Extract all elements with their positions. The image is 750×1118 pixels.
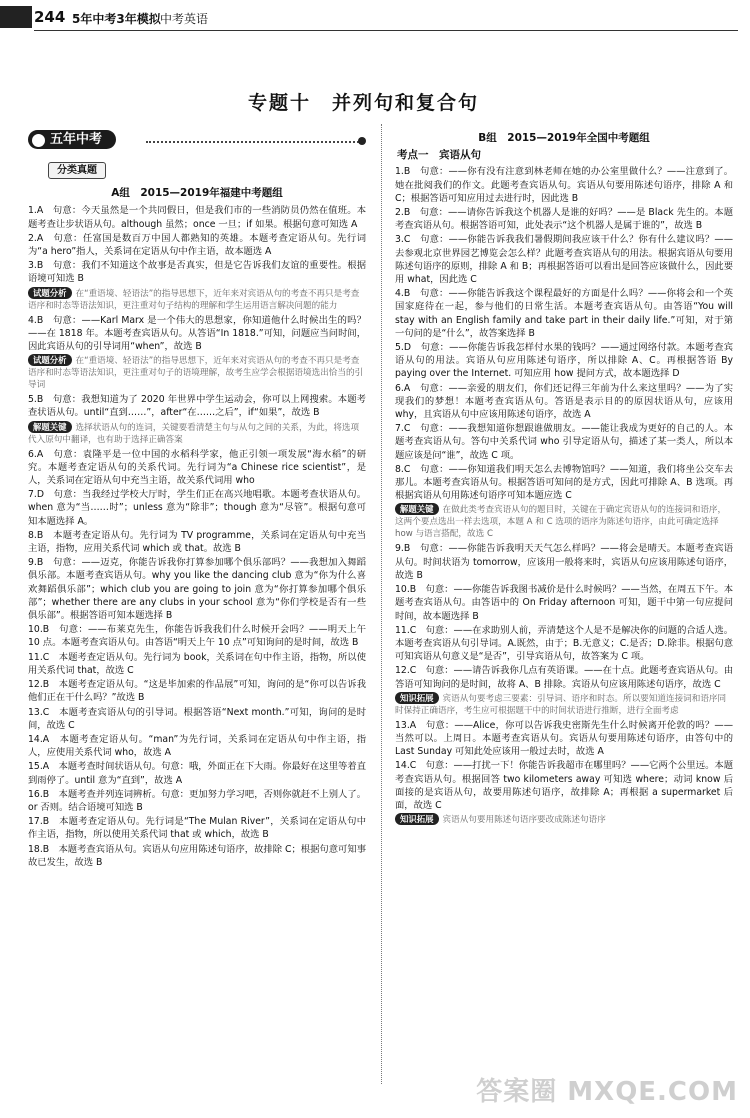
answer-item: 12.B 本题考查定语从句。“这是毕加索的作品展”可知，询问的是“你可以告诉我他们正在干什么吗？”故选 B [28, 679, 366, 704]
answer-item: 15.A 本题考查时间状语从句。句意：哦，外面正在下大雨。你最好在这里等着直到雨停了。until 意为“直到”，故选 A [28, 761, 366, 786]
answer-item: 5.B 句意：我想知道为了 2020 年世界中学生运动会，你可以上网搜索。本题考查状语从句。until“直到……”，after“在……之后”，if“如果”，故选 B [28, 394, 366, 419]
answer-item: 14.A 本题考查定语从句。“man”为先行词，关系词在定语从句中作主语，指人，应使用关系代词 who，故选 A [28, 733, 366, 759]
answer-item: 1.A 句意：今天虽然是一个共同假日，但是我们市的一些消防员仍然在值班。本题考查让步状语从句。although 虽然；once 一旦；if 如果。根据句意可知选 A [28, 205, 366, 230]
note-label: 解题关键 [395, 503, 439, 515]
answer-item: 2.B 句意：——请你告诉我这个机器人是谁的好吗？——是 Black 先生的。本题考查宾语从句。根据答语可知，此处表示“这个机器人是属于谁的”，故选 B [395, 207, 733, 232]
answer-item: 16.B 本题考查并列连词辨析。句意：更加努力学习吧，否则你就赶不上别人了。or 否则。结合语境可知选 B [28, 788, 366, 813]
answer-item: 7.D 句意：当我经过学校大厅时，学生们正在高兴地唱歌。本题考查状语从句。when 意为“当……时”；unless 意为“除非”；though 意为“尽管”。根据句意可知本题选择 A。 [28, 489, 366, 527]
page-title: 专题十 并列句和复合句 [248, 92, 480, 114]
answer-item: 11.C 本题考查定语从句。先行词为 book，关系词在句中作主语，指物，所以使用关系代词 that，故选 C [28, 651, 366, 676]
answer-item: 7.C 句意：——我想知道你想跟谁做朋友。——能让我成为更好的自己的人。本题考查宾语从句。答句中关系代词 who 引导定语从句，描述了某一类人，所以本题应该是问“谁”，故选 C 项。 [395, 423, 733, 461]
banner-end-dot [358, 137, 366, 145]
answer-item: 11.C 句意：——在求助别人前，弄清楚这个人是不是解决你的问题的合适人选。本题考查宾语从句引导词。A.既然，由于；B.无意义；C.是否；D.除非。根据句意可知宾语从句意义是“是否”，引导宾语从句，故答案为 C 项。 [395, 624, 733, 663]
answer-item: 9.B 句意：——你能告诉我明天天气怎么样吗？——将会是晴天。本题考查宾语从句。时间状语为 tomorrow，应该用一般将来时，宾语从句应该用陈述句语序，故选 B [395, 543, 733, 581]
banner-dots [146, 141, 362, 143]
right-column [395, 128, 733, 1090]
header-rule [34, 30, 738, 31]
note-text: 在做此类考查宾语从句的题目时，关键在于确定宾语从句的连接词和语序，这两个要点选出一样去选项，本题 A 和 C 选项的语序为陈述句语序，由此可确定选择 how 与语言搭配，故选 C [395, 505, 727, 540]
analysis-note [28, 287, 366, 312]
section-banner [28, 128, 366, 154]
note-text: 宾语从句要考虑三要素：引导词、语序和时态。所以要知道连接词和语序同时保持正确语序，考生应可根据题干中的时间状语进行推断，进行全面考虑 [395, 693, 727, 716]
note-text: 在“重语境、轻语法”的指导思想下，近年来对宾语从句的考查不再只是考查语序和时态等语法知识，更注重对句子结构的理解和学生运用语言解决问题的能力 [28, 288, 360, 311]
left-column [28, 128, 366, 1090]
answer-item: 10.B 句意：——布莱克先生，你能告诉我我们什么时候开会吗？——明天上午 10 点。本题考查宾语从句。由答语“明天上午 10 点”可知询问的是时间，故选 B [28, 624, 366, 649]
banner-label: 五年中考 [28, 130, 116, 149]
answer-item: 18.B 本题考查宾语从句。宾语从句应用陈述句语序，故排除 C；根据句意可知事故已发生，故选 B [28, 843, 366, 868]
answer-item: 13.A 句意：——Alice，你可以告诉我史密斯先生什么时候离开伦敦的吗？——当然可以。上周日。本题考查宾语从句。宾语从句要用陈述句语序，由答句中的 Last Sunday 可知此处应该用一般过去时，故选 A [395, 719, 733, 758]
answer-item: 14.C 句意：——打扰一下！你能告诉我超市在哪里吗？——它两个公里远。本题考查宾语从句。根据回答 two kilometers away 可知选 where；动词 know 后面接的是宾语从句，故要用陈述句语序，故排除 A；再根据 a supermarket 后面，故选 C [395, 760, 733, 811]
note-label: 解题关键 [28, 421, 72, 433]
book-series: 5年中考3年模拟 [72, 12, 161, 26]
answer-item: 1.B 句意：——你有没有注意到林老师在她的办公室里做什么？——注意到了。她在批阅我们的作文。此题考查宾语从句。宾语从句要用陈述句语序，排除 A 和 C；根据答语可知应用过去进行时，因此选 B [395, 166, 733, 204]
watermark: 答案圈 MXQE.COM [476, 1077, 738, 1107]
answer-item: 3.B 句意：我们不知道这个故事是否真实，但是它告诉我们友谊的重要性。根据语境可知选 B [28, 260, 366, 285]
book-subject: 中考英语 [160, 12, 209, 26]
answer-item: 2.A 句意：任富国是数百万中国人都熟知的英雄。本题考查定语从句。先行词为“a hero”指人，关系词在定语从句中作主语，故本题选 A [28, 232, 366, 258]
column-divider [381, 124, 382, 1084]
page-tab-marker [0, 6, 32, 28]
topic-heading: 考点一 宾语从句 [397, 149, 481, 162]
answer-item: 12.C 句意：——请告诉我你几点有英语课。——在十点。此题考查宾语从句。由答语可知询问的是时间，故将 A、B 排除。宾语从句应该用陈述句语序，故选 C [395, 665, 733, 690]
note-label: 试题分析 [28, 354, 72, 366]
left-answer-list [28, 204, 366, 869]
note-text: 宾语从句要用陈述句语序要改成陈述句语序 [442, 815, 606, 826]
analysis-note [395, 692, 733, 717]
group-heading-b: B组 2015—2019年全国中考题组 [478, 132, 650, 144]
note-text: 选择状语从句的连词，关键要看清楚主句与从句之间的关系，为此，将选项代入原句中翻译，也有助于选择正确答案 [28, 422, 360, 445]
answer-item: 3.C 句意：——你能告诉我我们暑假期间我应该干什么？你有什么建议吗？——去参观北京世界园艺博览会怎么样？此题考查宾语从句的用法。根据宾语从句要用陈述句语序的原则，排除 A 和 B；再根据答语可以看出是回答应该做什么，因此要用 what，因此选 C [395, 234, 733, 286]
right-answer-list [395, 165, 733, 826]
answer-item: 4.B 句意：——Karl Marx 是一个伟大的思想家，你知道他什么时候出生的吗？——在 1818 年。本题考查宾语从句。从答语“In 1818.”可知，问题应当问时间，因此宾语从句的引导词用“when”，故选 B [28, 314, 366, 353]
analysis-note [395, 503, 733, 540]
answer-item: 9.B 句意：——迈克，你能告诉我你打算参加哪个俱乐部吗？——我想加入舞蹈俱乐部。本题考查宾语从句。why you like the dancing club 意为“你为什么喜欢舞蹈俱乐部”；which club you are going to join 意为“你打算参加哪个俱乐部”；whether there are any clubs in your school 意为“你们学校是否有一些俱乐部”。根据答语可知本题选择 B [28, 557, 366, 622]
answer-item: 13.C 本题考查宾语从句的引导词。根据答语“Next month.”可知，询问的是时间，故选 C [28, 706, 366, 731]
note-label: 知识拓展 [395, 813, 439, 825]
answer-item: 4.B 句意：——你能告诉我这个课程最好的方面是什么吗？——你将会和一个英国家庭待在一起，参与他们的日常生活。本题考查宾语从句。由答语“You will stay with an English family and take part in their daily life.”可知，对于第一句问的是“什么”，故答案选择 B [395, 288, 733, 339]
answer-item: 6.A 句意：——亲爱的朋友们，你们还记得三年前为什么来这里吗？——为了实现我们的梦想！本题考查宾语从句。答语是表示目的的原因状语从句，应该用 why，且宾语从句中应该用陈述句语序，故选 A [395, 382, 733, 421]
answer-item: 17.B 本题考查定语从句。先行词是“The Mulan River”，关系词在定语从句中作主语，指物，所以使用关系代词 that 或 which，故选 B [28, 816, 366, 841]
answer-item: 8.C 句意：——你知道我们明天怎么去博物馆吗？——知道，我们将坐公交车去那儿。本题考查宾语从句。根据答语可知问的是方式，因此可排除 A、B 选项。再根据宾语从句用陈述句语序可知本题应选 C [395, 463, 733, 502]
analysis-note [28, 421, 366, 446]
page-header [0, 0, 750, 34]
analysis-note [28, 354, 366, 391]
section-tag: 分类真题 [48, 162, 106, 179]
page-number: 244 [34, 8, 66, 26]
analysis-note [395, 813, 733, 826]
group-heading-a: A组 2015—2019年福建中考题组 [111, 187, 283, 200]
answer-item: 5.D 句意：——你能告诉我怎样付水果的钱吗？——通过网络付款。本题考查宾语从句的用法。宾语从句应用陈述句语序，所以排除 A、C。再根据答语 By paying over the Internet. 可知应用 how 提问方式，故本题选择 D [395, 342, 733, 380]
note-label: 试题分析 [28, 287, 72, 299]
answer-item: 6.A 句意：袁隆平是一位中国的水稻科学家，他正引领一项发展“海水稻”的研究。本题考查定语从句的关系代词。先行词为“a Chinese rice scientist”，是人，关系词在定语从句中充当主语，故关系代词用 who [28, 448, 366, 487]
note-label: 知识拓展 [395, 692, 439, 704]
note-text: 在“重语境、轻语法”的指导思想下，近年来对宾语从句的考查不再只是考查语序和时态等语法知识，更注重对句子的语境理解，故考生应学会根据语境选出恰当的引导词 [28, 356, 364, 391]
answer-item: 10.B 句意：——你能告诉我图书减价是什么时候吗？——当然，在周五下午。本题考查宾语从句。由答语中的 On Friday afternoon 可知，题干中第一句应提问时间，故本题选择 B [395, 584, 733, 622]
answer-item: 8.B 本题考查定语从句。先行词为 TV programme，关系词在定语从句中充当主语，指物，应用关系代词 which 或 that。故选 B [28, 529, 366, 555]
